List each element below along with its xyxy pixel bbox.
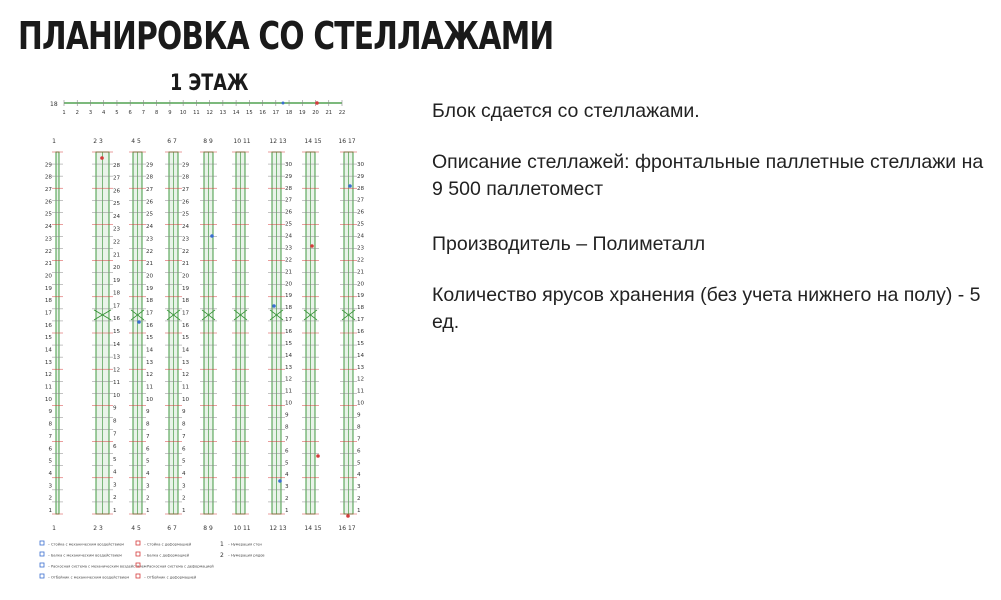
rack-position-label: 1 — [182, 508, 186, 514]
ruler-tick-label: 14 — [232, 110, 240, 116]
rack-position-label: 2 — [146, 495, 150, 502]
rack-position-label: 22 — [113, 239, 121, 246]
rack-position-label: 19 — [146, 285, 154, 292]
rack-position-label: 26 — [113, 188, 121, 195]
row-header-label: 16 17 — [338, 138, 356, 145]
rack-position-label: 20 — [285, 281, 293, 288]
ruler-tick-label: 18 — [285, 110, 293, 116]
row-header-label: 8 9 — [203, 138, 213, 145]
ruler-tick-label: 11 — [193, 110, 200, 116]
rack-position-label: 25 — [357, 221, 365, 228]
row-header-label: 12 13 — [269, 138, 287, 145]
rack-position-label: 29 — [285, 173, 293, 180]
rack-position-label: 1 — [285, 508, 289, 514]
rack-position-label: 27 — [182, 187, 190, 194]
ruler-tick-label: 6 — [128, 110, 132, 116]
rack-position-label: 25 — [44, 211, 52, 218]
rack-position-label: 4 — [146, 470, 150, 477]
damage-marker — [346, 514, 350, 518]
legend-text: – Стойка с механическим воздействием — [48, 542, 125, 547]
ruler-tick-label: 22 — [338, 110, 346, 116]
legend-text: – Балка с деформацией — [144, 553, 190, 558]
rack-position-label: 11 — [44, 384, 52, 391]
rack-position-label: 19 — [44, 285, 52, 292]
rack-position-label: 21 — [182, 261, 190, 268]
ruler-tick-label: 5 — [115, 110, 119, 116]
rack-position-label: 8 — [182, 421, 186, 428]
rack-position-label: 21 — [44, 261, 52, 268]
rack-position-label: 17 — [146, 310, 154, 317]
rack-position-label: 19 — [182, 285, 190, 292]
legend-symbol — [40, 541, 44, 545]
rack-position-label: 29 — [146, 162, 154, 169]
rack-position-label: 1 — [48, 508, 52, 514]
row-footer-label: 4 5 — [131, 525, 141, 532]
ruler-tick-label: 3 — [88, 110, 93, 116]
rack-position-label: 3 — [146, 483, 150, 490]
damage-marker — [316, 454, 320, 458]
rack-position-label: 12 — [357, 376, 365, 383]
legend-text: – Отбойник с механическим воздействием — [48, 575, 130, 580]
rack-position-label: 8 — [285, 424, 289, 431]
info-paragraph-racks: Описание стеллажей: фронтальные паллетные стеллажи на 9 500 паллетомест — [432, 151, 984, 200]
rack-position-label: 27 — [113, 175, 121, 182]
rack-position-label: 23 — [113, 226, 121, 233]
rack-position-label: 21 — [357, 269, 365, 276]
rack-row — [200, 152, 217, 514]
info-paragraph-manufacturer: Производитель – Полиметалл — [432, 233, 706, 255]
rack-position-label: 23 — [44, 236, 52, 243]
rack-position-label: 16 — [182, 322, 190, 329]
damage-marker — [310, 244, 314, 248]
ruler-tick-label: 15 — [246, 110, 253, 116]
rack-position-label: 27 — [146, 187, 154, 194]
rack-position-label: 10 — [146, 396, 154, 403]
rack-position-label: 15 — [44, 335, 52, 342]
rack-position-label: 18 — [44, 298, 52, 305]
rack-position-label: 18 — [113, 290, 121, 297]
row-footer-label: 10 11 — [233, 525, 251, 532]
rack-position-label: 11 — [182, 384, 190, 391]
rack-row — [232, 152, 249, 514]
floor-label: 1 ЭТАЖ — [170, 71, 249, 96]
rack-position-label: 4 — [182, 470, 186, 477]
rack-position-label: 7 — [48, 433, 52, 440]
rack-position-label: 2 — [113, 495, 117, 502]
rack-position-label: 15 — [146, 335, 154, 342]
rack-position-label: 29 — [44, 162, 52, 169]
rack-position-label: 5 — [113, 456, 117, 463]
row-header-label: 14 15 — [304, 138, 322, 145]
rack-position-label: 25 — [146, 211, 154, 218]
rack-position-label: 8 — [113, 418, 117, 425]
rack-position-label: 11 — [113, 380, 121, 387]
rack-layout-drawing — [30, 96, 380, 586]
rack-position-label: 24 — [285, 233, 293, 240]
rack-position-label: 16 — [357, 329, 365, 335]
rack-position-label: 13 — [182, 359, 190, 366]
rack-position-label: 14 — [113, 341, 121, 348]
rack-position-label: 18 — [146, 298, 154, 305]
rack-position-label: 9 — [357, 412, 361, 419]
rack-position-label: 25 — [285, 221, 293, 228]
rack-row — [92, 152, 121, 514]
rack-position-label: 26 — [44, 199, 52, 206]
rack-position-label: 24 — [113, 213, 121, 220]
ruler-tick-label: 9 — [168, 110, 172, 116]
legend-symbol — [136, 574, 140, 578]
top-ruler — [50, 100, 345, 116]
legend-symbol — [40, 563, 44, 567]
rack-position-label: 12 — [113, 367, 121, 374]
rack-position-label: 19 — [113, 277, 121, 284]
rack-position-label: 30 — [357, 161, 365, 168]
row-footer-label: 2 3 — [93, 525, 103, 532]
rack-position-label: 14 — [357, 352, 365, 359]
rack-position-label: 11 — [357, 388, 365, 395]
rack-position-label: 13 — [113, 354, 121, 361]
rack-rows — [45, 152, 365, 518]
rack-row — [340, 152, 365, 514]
rack-position-label: 28 — [44, 174, 52, 181]
rack-position-label: 17 — [182, 310, 190, 317]
row-footer-label: 8 9 — [203, 525, 213, 532]
legend-text: – Нумерация рядов — [228, 553, 265, 558]
rack-position-label: 16 — [285, 329, 293, 335]
rack-position-label: 9 — [113, 405, 117, 412]
rack-position-label: 13 — [357, 364, 365, 371]
ruler-tick-label: 17 — [272, 110, 280, 116]
legend-symbol — [136, 552, 140, 556]
impact-marker — [282, 102, 285, 105]
rack-position-label: 23 — [357, 245, 365, 252]
rack-position-label: 17 — [285, 317, 293, 324]
rack-position-label: 5 — [285, 460, 289, 467]
rack-position-label: 1 — [357, 508, 361, 514]
rack-position-label: 20 — [44, 273, 52, 280]
impact-marker — [348, 184, 352, 188]
rack-position-label: 18 — [357, 305, 365, 312]
rack-position-label: 13 — [44, 359, 52, 366]
rack-position-label: 13 — [285, 364, 293, 371]
rack-position-label: 3 — [48, 483, 52, 490]
info-paragraph-levels: Количество ярусов хранения (без учета нижнего на полу) - 5 ед. — [432, 284, 981, 333]
row-header-label: 10 11 — [233, 138, 251, 145]
rack-position-label: 6 — [285, 448, 289, 455]
legend-text: – Нумерация стен — [228, 542, 262, 547]
rack-position-label: 8 — [146, 421, 150, 428]
rack-position-label: 16 — [146, 322, 154, 329]
rack-position-label: 20 — [113, 265, 121, 272]
rack-position-label: 19 — [285, 293, 293, 300]
row-footer-labels — [52, 525, 356, 532]
rack-position-label: 8 — [357, 424, 361, 431]
ruler-tick-label: 1 — [62, 110, 66, 116]
legend-text: – Балка с механическим воздействием — [48, 553, 122, 558]
rack-position-label: 3 — [357, 484, 361, 491]
rack-row — [268, 152, 293, 514]
rack-position-label: 2 — [357, 496, 361, 503]
ruler-tick-label: 8 — [155, 110, 159, 116]
legend — [40, 541, 265, 580]
rack-position-label: 22 — [285, 257, 293, 264]
rack-position-label: 14 — [285, 352, 293, 359]
rack-position-label: 14 — [44, 347, 52, 354]
rack-position-label: 29 — [182, 162, 190, 169]
rack-position-label: 20 — [146, 273, 154, 280]
rack-position-label: 26 — [182, 199, 190, 206]
rack-position-label: 3 — [182, 483, 186, 490]
row-header-label: 4 5 — [131, 138, 141, 145]
rack-position-label: 17 — [44, 310, 52, 317]
rack-row — [165, 152, 190, 514]
rack-position-label: 28 — [357, 185, 365, 192]
rack-position-label: 6 — [146, 446, 150, 453]
rack-position-label: 1 — [113, 508, 117, 514]
legend-symbol — [40, 552, 44, 556]
rack-position-label: 27 — [357, 197, 365, 204]
row-header-labels — [52, 138, 356, 145]
rack-position-label: 26 — [146, 199, 154, 206]
rack-position-label: 2 — [182, 495, 186, 502]
row-footer-label: 12 13 — [269, 525, 287, 532]
row-header-label: 1 — [52, 138, 56, 145]
rack-position-label: 7 — [285, 436, 289, 443]
rack-position-label: 11 — [285, 388, 293, 395]
rack-position-label: 10 — [113, 392, 121, 399]
impact-marker — [210, 234, 214, 238]
legend-text: – Раскосная система с механическим воздействием — [48, 564, 147, 569]
rack-position-label: 20 — [182, 273, 190, 280]
rack-position-label: 27 — [44, 187, 52, 194]
rack-position-label: 21 — [113, 252, 121, 259]
rack-position-label: 12 — [44, 372, 52, 379]
ruler-tick-label: 2 — [75, 110, 79, 116]
legend-glyph: 1 — [220, 541, 224, 548]
row-footer-label: 14 15 — [304, 525, 322, 532]
rack-position-label: 15 — [113, 329, 121, 335]
rack-position-label: 12 — [285, 376, 293, 383]
rack-position-label: 6 — [182, 446, 186, 453]
rack-position-label: 11 — [146, 384, 154, 391]
rack-row — [45, 152, 63, 514]
rack-position-label: 21 — [285, 269, 293, 276]
rack-position-label: 22 — [182, 248, 190, 255]
rack-position-label: 23 — [146, 236, 154, 243]
rack-position-label: 30 — [285, 161, 293, 168]
rack-position-label: 17 — [357, 317, 365, 324]
ruler-tick-label: 4 — [102, 110, 106, 116]
row-footer-label: 6 7 — [167, 525, 177, 532]
ruler-tick-label: 19 — [298, 110, 306, 116]
rack-position-label: 26 — [357, 209, 365, 216]
rack-position-label: 29 — [357, 173, 365, 180]
rack-position-label: 5 — [146, 458, 150, 465]
rack-position-label: 24 — [146, 224, 154, 231]
rack-position-label: 21 — [146, 261, 154, 268]
rack-position-label: 15 — [357, 340, 365, 347]
impact-marker — [137, 320, 141, 324]
rack-position-label: 9 — [182, 409, 186, 416]
legend-text: – Стойка с деформацией — [144, 542, 192, 547]
damage-marker — [315, 101, 319, 105]
rack-position-label: 22 — [357, 257, 365, 264]
rack-position-label: 19 — [357, 293, 365, 300]
rack-position-label: 20 — [357, 281, 365, 288]
rack-position-label: 13 — [146, 359, 154, 366]
rack-position-label: 9 — [146, 409, 150, 416]
rack-position-label: 24 — [357, 233, 365, 240]
rack-position-label: 16 — [44, 322, 52, 329]
rack-position-label: 25 — [182, 211, 190, 218]
row-header-label: 6 7 — [167, 138, 177, 145]
ruler-label: 18 — [50, 101, 58, 108]
rack-position-label: 18 — [182, 298, 190, 305]
rack-position-label: 5 — [357, 460, 361, 467]
ruler-tick-label: 12 — [206, 110, 213, 116]
rack-position-label: 28 — [182, 174, 190, 181]
rack-position-label: 3 — [285, 484, 289, 491]
rack-position-label: 18 — [285, 305, 293, 312]
rack-layout-plan — [30, 96, 380, 586]
rack-row — [302, 152, 319, 514]
legend-glyph: 2 — [220, 552, 224, 559]
legend-symbol — [136, 541, 140, 545]
legend-text: – Раскосная система с деформацией — [144, 564, 214, 569]
rack-position-label: 4 — [357, 472, 361, 479]
ruler-tick-label: 20 — [312, 110, 319, 116]
rack-position-label: 25 — [113, 201, 121, 208]
ruler-tick-label: 21 — [325, 110, 333, 116]
rack-position-label: 22 — [146, 248, 154, 255]
rack-position-label: 17 — [113, 303, 121, 310]
ruler-tick-label: 16 — [259, 110, 266, 116]
rack-position-label: 10 — [44, 396, 52, 403]
rack-position-label: 23 — [285, 245, 293, 252]
rack-position-label: 14 — [146, 347, 154, 354]
page-title: ПЛАНИРОВКА СО СТЕЛЛАЖАМИ — [18, 14, 554, 58]
rack-position-label: 3 — [113, 482, 117, 489]
rack-position-label: 2 — [285, 496, 289, 503]
rack-position-label: 7 — [146, 433, 150, 440]
rack-position-label: 28 — [146, 174, 154, 181]
rack-position-label: 27 — [285, 197, 293, 204]
rack-position-label: 1 — [146, 508, 150, 514]
rack-position-label: 8 — [48, 421, 52, 428]
legend-text: – Отбойник с деформацией — [144, 575, 197, 580]
impact-marker — [272, 304, 276, 308]
rack-position-label: 15 — [285, 340, 293, 347]
rack-position-label: 6 — [357, 448, 361, 455]
rack-position-label: 10 — [357, 400, 365, 407]
rack-position-label: 4 — [48, 470, 52, 477]
rack-position-label: 5 — [182, 458, 186, 465]
rack-position-label: 6 — [113, 444, 117, 451]
rack-position-label: 22 — [44, 248, 52, 255]
row-footer-label: 16 17 — [338, 525, 356, 532]
rack-row — [129, 152, 154, 514]
rack-position-label: 16 — [113, 316, 121, 323]
rack-position-label: 7 — [357, 436, 361, 443]
ruler-tick-label: 10 — [179, 110, 187, 116]
legend-symbol — [40, 574, 44, 578]
rack-position-label: 14 — [182, 347, 190, 354]
rack-position-label: 2 — [48, 495, 52, 502]
row-header-label: 2 3 — [93, 138, 103, 145]
rack-position-label: 24 — [44, 224, 52, 231]
rack-position-label: 7 — [113, 431, 117, 438]
row-footer-label: 1 — [52, 525, 56, 532]
damage-marker — [100, 156, 104, 160]
rack-position-label: 4 — [113, 469, 117, 476]
rack-position-label: 28 — [285, 185, 293, 192]
rack-position-label: 12 — [146, 372, 154, 379]
ruler-tick-label: 7 — [141, 110, 146, 116]
rack-position-label: 9 — [48, 409, 52, 416]
rack-position-label: 4 — [285, 472, 289, 479]
rack-position-label: 12 — [182, 372, 190, 379]
rack-position-label: 24 — [182, 224, 190, 231]
ruler-tick-label: 13 — [219, 110, 227, 116]
rack-position-label: 26 — [285, 209, 293, 216]
rack-position-label: 10 — [285, 400, 293, 407]
info-text — [432, 98, 997, 360]
impact-marker — [278, 479, 282, 483]
rack-position-label: 10 — [182, 396, 190, 403]
info-paragraph-block: Блок сдается со стеллажами. — [432, 100, 700, 122]
rack-position-label: 9 — [285, 412, 289, 419]
rack-position-label: 7 — [182, 433, 186, 440]
rack-position-label: 28 — [113, 162, 121, 169]
rack-position-label: 23 — [182, 236, 190, 243]
rack-position-label: 6 — [48, 446, 52, 453]
rack-position-label: 5 — [48, 458, 52, 465]
rack-position-label: 15 — [182, 335, 190, 342]
